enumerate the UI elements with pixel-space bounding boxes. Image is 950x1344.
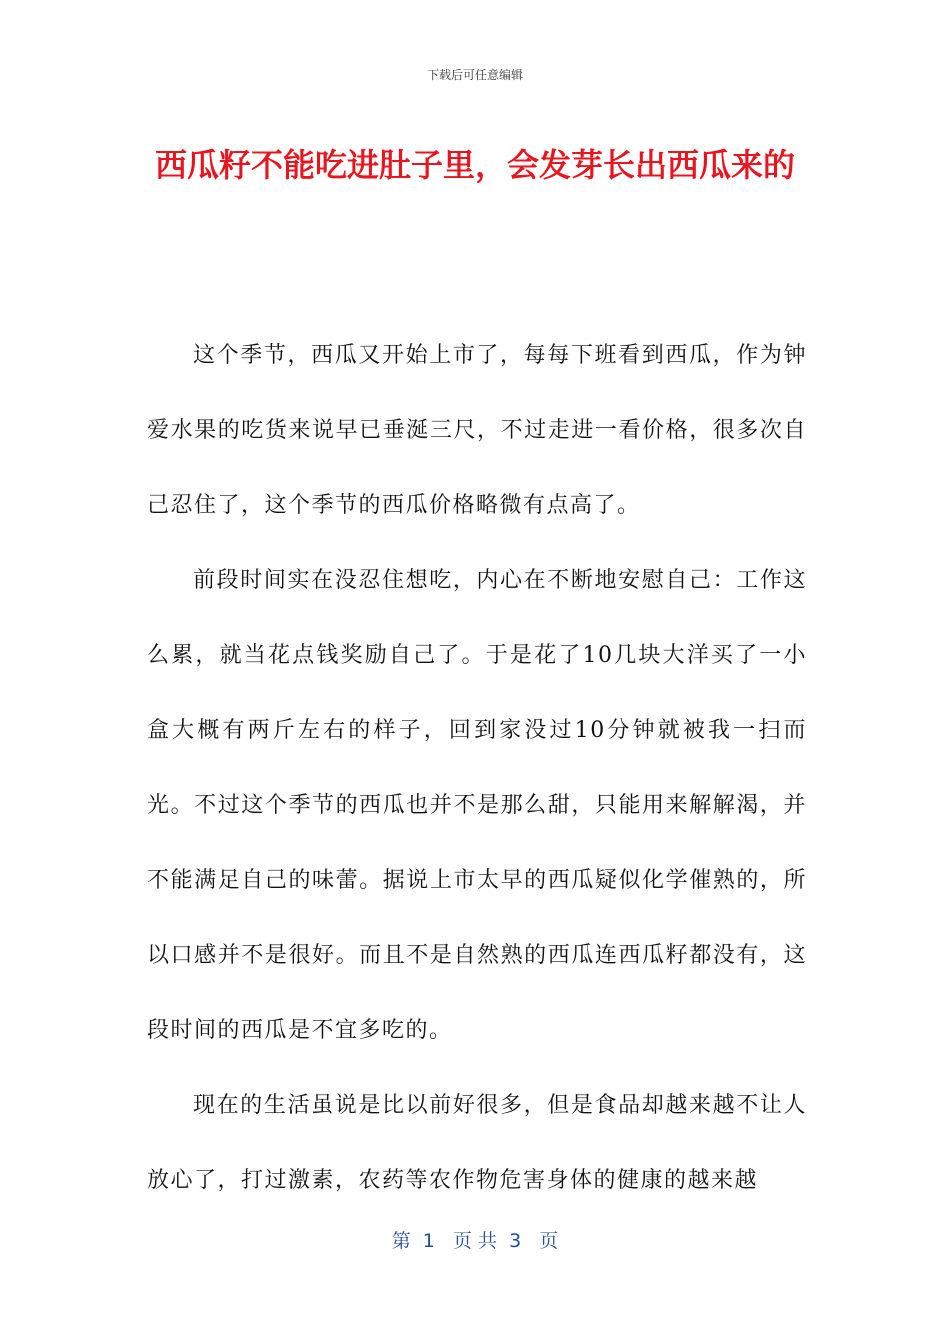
paragraph-1: 这个季节，西瓜又开始上市了，每每下班看到西瓜，作为钟爱水果的吃货来说早已垂涎三尺，不过走进一看价格，很多次自己忍住了，这个季节的西瓜价格略微有点高了。	[147, 343, 807, 518]
paragraph-2: 前段时间实在没忍住想吃，内心在不断地安慰自己：工作这么累，就当花点钱奖励自己了。于是花了10几块大洋买了一小盒大概有两斤左右的样子，回到家没过10分钟就被我一扫而光。不过这个季节的西瓜也并不是那么甜，只能用来解解渴，并不能满足自己的味蕾。据说上市太早的西瓜疑似化学催熟的，所以口感并不是很好。而且不是自然熟的西瓜连西瓜籽都没有，这段时间的西瓜是不宜多吃的。	[147, 568, 807, 1043]
paragraph-3: 现在的生活虽说是比以前好很多，但是食品却越来越不让人放心了，打过激素，农药等农作物危害身体的健康的越来越	[147, 1093, 807, 1193]
page-number-footer: 第 1 页 共 3 页	[391, 1230, 559, 1252]
header-note: 下载后可任意编辑	[426, 68, 523, 82]
document-body	[147, 318, 807, 1218]
document-title: 西瓜籽不能吃进肚子里，会发芽长出西瓜来的	[154, 146, 795, 184]
